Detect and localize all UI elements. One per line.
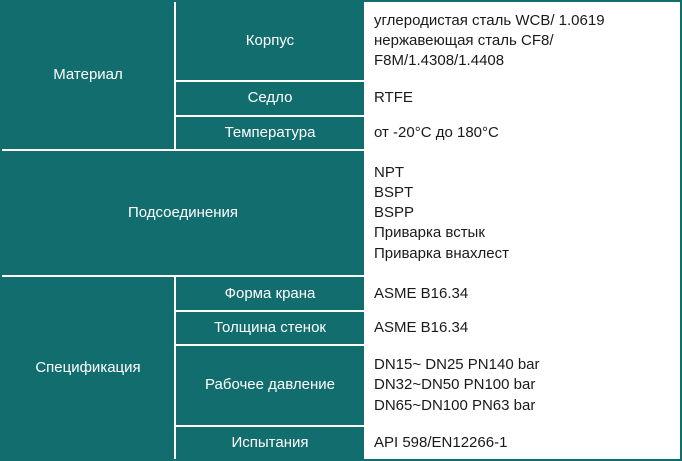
- value-line: Приварка внахлест: [374, 244, 509, 262]
- subcategory-valve-form: Форма крана: [175, 276, 365, 310]
- category-connections: Подсоединения: [1, 150, 365, 276]
- subcategory-temperature: Температура: [175, 116, 365, 150]
- subcategory-tests: Испытания: [175, 426, 365, 460]
- value-seat: [365, 81, 681, 115]
- value-valve-form: [365, 276, 681, 310]
- value-tests: [365, 426, 681, 460]
- table-row: [1, 150, 681, 276]
- value-line: F8M/1.4308/1.4408: [374, 52, 505, 70]
- value-line: ASME B16.34: [374, 318, 469, 336]
- value-line: DN15~ DN25 PN140 bar: [374, 356, 540, 374]
- value-line: DN65~DN100 PN63 bar: [374, 396, 536, 414]
- subcategory-seat: Седло: [175, 81, 365, 115]
- value-line: углеродистая сталь WCB/ 1.0619: [374, 11, 605, 29]
- value-line: DN32~DN50 PN100 bar: [374, 376, 536, 394]
- subcategory-body: Корпус: [175, 1, 365, 81]
- value-temperature: [365, 116, 681, 150]
- value-line: ASME B16.34: [374, 284, 469, 302]
- value-line: BSPP: [374, 204, 415, 222]
- value-line: нержавеющая сталь CF8/: [374, 32, 554, 50]
- value-line: RTFE: [374, 89, 413, 107]
- value-line: NPT: [374, 163, 404, 181]
- value-material-body: [365, 1, 681, 81]
- value-line: BSPT: [374, 183, 414, 201]
- value-line: Приварка встык: [374, 224, 485, 242]
- category-material: Материал: [1, 1, 175, 150]
- table-row: [1, 1, 681, 81]
- table-row: [1, 276, 681, 310]
- value-connections: [365, 150, 681, 276]
- value-working-pressure: [365, 345, 681, 425]
- category-specification: Спецификация: [1, 276, 175, 460]
- value-line: от -20°C до 180°C: [374, 123, 499, 141]
- value-wall-thickness: [365, 311, 681, 345]
- subcategory-wall-thickness: Толщина стенок: [175, 311, 365, 345]
- value-line: API 598/EN12266-1: [374, 433, 508, 451]
- subcategory-working-pressure: Рабочее давление: [175, 345, 365, 425]
